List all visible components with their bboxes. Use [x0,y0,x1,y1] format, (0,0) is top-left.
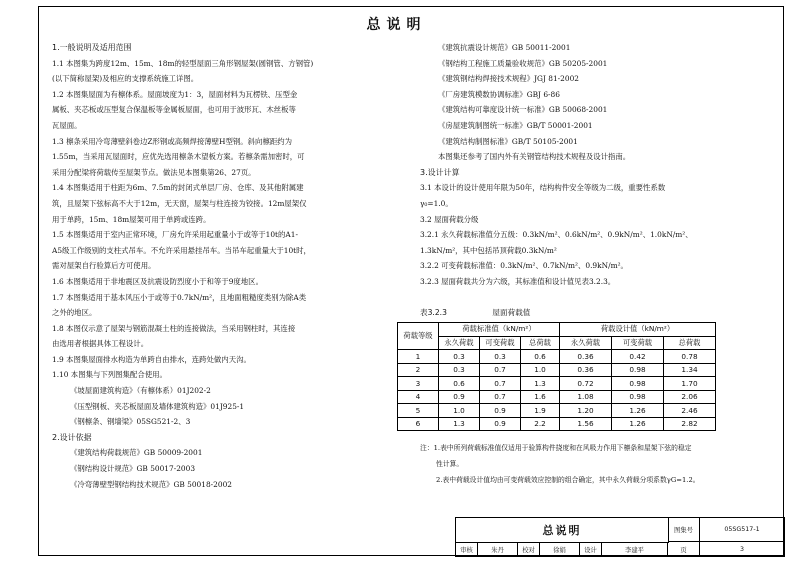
left-line: 1.9 本图集屋面排水构造为单跨自由排水，连跨处做内天沟。 [52,354,251,364]
titleblock-title: 总说明 [456,518,669,543]
subheader-cell: 可变荷载 [612,336,664,350]
table-cell: 1.0 [439,404,480,418]
table-cell: 1.0 [521,363,560,377]
table-cell: 1.3 [521,377,560,391]
left-line: 瓦屋面。 [52,120,82,130]
subheader-cell: 总荷载 [521,336,560,350]
page-title: 总说明 [366,17,427,33]
table-cell: 2.82 [664,417,716,431]
right-line: 《建筑抗震设计规范》GB 50011-2001 [438,43,571,52]
left-line: 1.3 檩条采用冷弯薄壁斜卷边Z形钢或高频焊接薄壁H型钢。斜向檩距约为 [52,136,293,146]
table-cell: 0.78 [664,350,716,364]
table-row [398,363,716,377]
titleblock-cell: 审核 [456,542,478,557]
table-cell: 0.72 [560,377,612,391]
left-line: 1.5 本图集适用于室内正常环境，厂房允许采用起重量小于或等于10t的A1- [52,230,298,240]
titleblock-cell: 校对 [518,542,540,557]
left-line: 需对屋架自行验算后方可使用。 [52,261,156,271]
table-cell: 0.3 [480,350,521,364]
titleblock-cell: 设计 [580,542,602,557]
table-cell: 1.9 [521,404,560,418]
load-table [397,322,716,431]
titleblock-cell: 朱丹 [478,542,518,557]
right-line: 3.2.2 可变荷载标准值：0.3kN/m²、0.7kN/m²、0.9kN/m²。 [420,261,628,271]
table-cell: 1.56 [560,417,612,431]
table-cell: 1.6 [521,390,560,404]
table-title: 屋面荷载值 [492,308,531,317]
left-line: 之外的地区。 [52,308,97,318]
subheader-cell: 可变荷载 [480,336,521,350]
left-column [52,40,397,492]
right-line: 《厂房建筑模数协调标准》GBJ 6-86 [438,89,560,99]
table-notes [420,440,700,488]
right-line: 《建筑结构制图标准》GB/T 50105-2001 [438,136,578,146]
table-cell: 1.26 [612,417,664,431]
table-row [398,404,716,418]
table-row [398,417,716,431]
left-line: (以下简称屋架)及相应的支撑系统施工详图。 [52,74,199,84]
table-cell: 2.46 [664,404,716,418]
table-cell: 0.7 [480,363,521,377]
note-line: 性计算。 [436,460,464,468]
left-line: 用于单跨，15m、18m屋架可用于单跨或连跨。 [52,214,211,224]
table-cell: 0.36 [560,363,612,377]
table-cell: 2.2 [521,417,560,431]
table-cell: 0.98 [612,363,664,377]
table-cell: 0.36 [560,350,612,364]
table-cell: 0.7 [480,377,521,391]
left-line: 筑，且屋架下弦标高不大于12m，无天窗，屋架与柱连接为铰接。12m屋架仅 [52,198,307,208]
titleblock-cell: 3 [700,542,785,557]
table-row [398,390,716,404]
table-cell: 0.7 [480,390,521,404]
left-line: 属板、夹芯板或压型复合保温板等金属板屋面，也可用于波形瓦、木丝板等 [52,105,296,115]
table-cell: 2 [398,363,439,377]
titleblock-cell: 李建平 [602,542,668,557]
left-line: 1.4 本图集适用于柱距为6m、7.5m的封闭式单层厂房、仓库、及其他附属建 [52,183,304,193]
table-cell: 0.9 [480,417,521,431]
left-line: 1.1 本图集为跨度12m、15m、18m的轻型屋面三角形钢屋架(圆钢管、方钢管) [52,58,314,68]
left-line: 由选用者根据具体工程设计。 [52,339,149,349]
table-cell: 1 [398,350,439,364]
table-cell: 4 [398,390,439,404]
left-line: 《坡屋面建筑构造》（有檩体系）01J202-2 [70,386,211,396]
table-cell: 0.42 [612,350,664,364]
right-line: 《建筑钢结构焊接技术规程》JGJ 81-2002 [438,74,579,84]
left-line: 1.8 本图仅示意了屋架与钢筋混凝土柱的连接做法，当采用钢柱时，其连接 [52,323,296,333]
subheader-cell: 永久荷载 [560,336,612,350]
table-cell: 5 [398,404,439,418]
table-row [398,350,716,364]
header-standard: 荷载标准值（kN/m²） [439,323,560,337]
left-line: 《钢檩条、钢墙梁》05SG521-2、3 [70,417,191,427]
left-line: 1.10 本图集与下列图集配合使用。 [52,370,167,380]
right-line: 3.设计计算 [420,167,460,177]
right-line: 本图集还参考了国内外有关钢管结构技术规程及设计指南。 [438,152,631,162]
left-line: 1.2 本图集屋面为有檩体系。屋面坡度为1：3，屋面材料为瓦楞铁、压型金 [52,89,298,99]
table-cell: 6 [398,417,439,431]
table-number: 表3.2.3 [420,308,447,317]
atlas-number: 05SG517-1 [700,518,785,542]
note-line: 注：1.表中所列荷载标准值仅适用于验算构件挠度和在风吸力作用下檩条和屋架下弦的稳定 [420,444,692,452]
table-caption [420,307,530,318]
left-line: 《钢结构设计规范》GB 50017-2003 [70,464,196,474]
right-line: 《房屋建筑制图统一标准》GB/T 50001-2001 [438,120,593,130]
right-line: 《钢结构工程施工质量验收规范》GB 50205-2001 [438,58,608,68]
table-cell: 1.70 [664,377,716,391]
titleblock-cell: 页 [668,542,700,557]
left-line: 《建筑结构荷载规范》GB 50009-2001 [70,448,203,458]
note-line: 2.表中荷载设计值均由可变荷载效应控制的组合确定，其中永久荷载分项系数γG=1.2。 [436,476,700,484]
title-block [455,517,785,557]
table-cell: 0.98 [612,390,664,404]
right-line: 3.2.3 屋面荷载共分为六级，其标准值和设计值见表3.2.3。 [420,276,616,286]
table-cell: 1.26 [612,404,664,418]
table-cell: 1.34 [664,363,716,377]
left-line: A5级工作级别的支柱式吊车。不允许采用悬挂吊车。当吊车起重量大于10t时， [52,245,311,255]
left-line: 1.55m，当采用瓦屋面时，应优先选用檩条木望板方案。若檩条需加密时，可 [52,152,305,162]
left-line: 2.设计依据 [52,432,92,442]
atlas-label: 图集号 [668,518,700,542]
table-cell: 1.08 [560,390,612,404]
right-line: 3.2 屋面荷载分级 [420,214,479,224]
right-line: 1.3kN/m²，其中包括吊顶荷载0.3kN/m² [420,245,557,255]
table-cell: 0.3 [439,350,480,364]
right-column [420,40,775,290]
left-line: 采用分配梁将荷载传至屋架节点。做法见本图集第26、27页。 [52,167,256,177]
table-cell: 0.9 [480,404,521,418]
table-cell: 0.9 [439,390,480,404]
titleblock-cell: 徐娟 [540,542,580,557]
left-line: 《压型钢板、夹芯板屋面及墙体建筑构造》01J925-1 [70,401,245,411]
table-cell: 1.20 [560,404,612,418]
table-cell: 1.3 [439,417,480,431]
right-line: 《建筑结构可靠度设计统一标准》GB 50068-2001 [438,105,608,115]
subheader-cell: 总荷载 [664,336,716,350]
table-cell: 2.06 [664,390,716,404]
header-grade: 荷载等级 [398,323,439,350]
header-design: 荷载设计值（kN/m²） [560,323,716,337]
table-cell: 0.6 [521,350,560,364]
left-line: 《冷弯薄壁型钢结构技术规范》GB 50018-2002 [70,479,232,489]
right-line: 3.1 本设计的设计使用年限为50年，结构构件安全等级为二级，重要性系数 [420,183,666,193]
left-line: 1.7 本图集适用于基本风压小于或等于0.7kN/m²，且地面粗糙度类别为除A类 [52,292,307,302]
table-cell: 3 [398,377,439,391]
left-line: 1.6 本图集适用于非地震区及抗震设防烈度小于和等于9度地区。 [52,276,263,286]
table-row [398,377,716,391]
subheader-cell: 永久荷载 [439,336,480,350]
table-cell: 0.98 [612,377,664,391]
table-cell: 0.3 [439,363,480,377]
left-line: 1.一般说明及适用范围 [52,43,132,52]
right-line: γ₀=1.0。 [420,198,453,208]
right-line: 3.2.1 永久荷载标准值分五级：0.3kN/m²、0.6kN/m²、0.9kN/m²、1.0kN/m²、 [420,230,693,240]
table-cell: 0.6 [439,377,480,391]
